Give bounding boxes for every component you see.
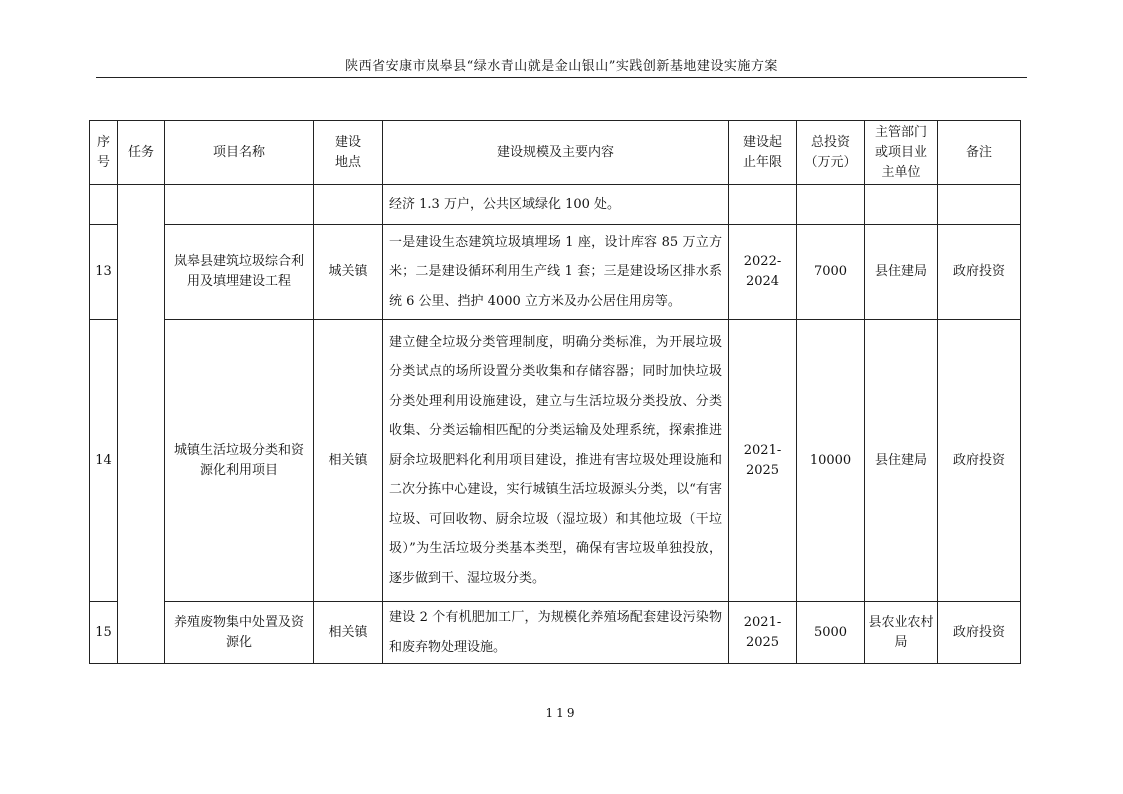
cell-department <box>865 185 938 225</box>
cell-name: 岚皋县建筑垃圾综合利用及填埋建设工程 <box>165 225 314 320</box>
cell-period <box>729 185 797 225</box>
page-number: 119 <box>545 706 578 720</box>
cell-location: 相关镇 <box>314 602 383 664</box>
cell-department: 县住建局 <box>865 320 938 602</box>
table-row <box>90 320 1021 602</box>
cell-location: 城关镇 <box>314 225 383 320</box>
cell-index <box>90 185 118 225</box>
cell-name <box>165 185 314 225</box>
col-header-task: 任务 <box>118 121 165 185</box>
cell-investment: 5000 <box>797 602 865 664</box>
page-header: 陕西省安康市岚皋县“绿水青山就是金山银山”实践创新基地建设实施方案 <box>345 59 778 74</box>
cell-content: 经济 1.3 万户，公共区域绿化 100 处。 <box>383 185 729 225</box>
cell-index: 14 <box>90 320 118 602</box>
cell-remarks: 政府投资 <box>938 320 1021 602</box>
table-header-row <box>90 121 1021 185</box>
cell-task <box>118 185 165 664</box>
cell-department: 县住建局 <box>865 225 938 320</box>
cell-content: 建立健全垃圾分类管理制度，明确分类标准，为开展垃圾分类试点的场所设置分类收集和存储容器；同时加快垃圾分类处理利用设施建设，建立与生活垃圾分类投放、分类收集、分类运输相匹配的分类运输及处理系统，探索推进厨余垃圾肥料化利用项目建设，推进有害垃圾处理设施和二次分拣中心建设，实行城镇生活垃圾源头分类，以“有害垃圾、可回收物、厨余垃圾（湿垃圾）和其他垃圾（干垃圾）”为生活垃圾分类基本类型，确保有害垃圾单独投放，逐步做到干、湿垃圾分类。 <box>383 320 729 602</box>
col-header-department: 主管部门 或项目业 主单位 <box>865 121 938 185</box>
cell-content: 一是建设生态建筑垃圾填埋场 1 座，设计库容 85 万立方米；二是建设循环利用生产线 1 套；三是建设场区排水系统 6 公里、挡护 4000 立方米及办公居住用房等。 <box>383 225 729 320</box>
cell-index: 15 <box>90 602 118 664</box>
cell-name: 养殖废物集中处置及资源化 <box>165 602 314 664</box>
cell-location: 相关镇 <box>314 320 383 602</box>
cell-name: 城镇生活垃圾分类和资源化利用项目 <box>165 320 314 602</box>
cell-content: 建设 2 个有机肥加工厂，为规模化养殖场配套建设污染物和废弃物处理设施。 <box>383 602 729 664</box>
col-header-period: 建设起 止年限 <box>729 121 797 185</box>
project-table <box>89 120 1021 664</box>
col-header-content: 建设规模及主要内容 <box>383 121 729 185</box>
cell-remarks: 政府投资 <box>938 602 1021 664</box>
header-rule <box>96 77 1027 78</box>
table-row <box>90 225 1021 320</box>
col-header-index: 序 号 <box>90 121 118 185</box>
cell-remarks: 政府投资 <box>938 225 1021 320</box>
cell-department: 县农业农村局 <box>865 602 938 664</box>
table-row-continuation <box>90 185 1021 225</box>
cell-period: 2021-2025 <box>729 602 797 664</box>
col-header-name: 项目名称 <box>165 121 314 185</box>
cell-location <box>314 185 383 225</box>
cell-period: 2021-2025 <box>729 320 797 602</box>
col-header-remarks: 备注 <box>938 121 1021 185</box>
cell-investment: 10000 <box>797 320 865 602</box>
cell-period: 2022-2024 <box>729 225 797 320</box>
table-row <box>90 602 1021 664</box>
col-header-location: 建设 地点 <box>314 121 383 185</box>
col-header-investment: 总投资 （万元） <box>797 121 865 185</box>
cell-investment: 7000 <box>797 225 865 320</box>
cell-remarks <box>938 185 1021 225</box>
cell-investment <box>797 185 865 225</box>
cell-index: 13 <box>90 225 118 320</box>
